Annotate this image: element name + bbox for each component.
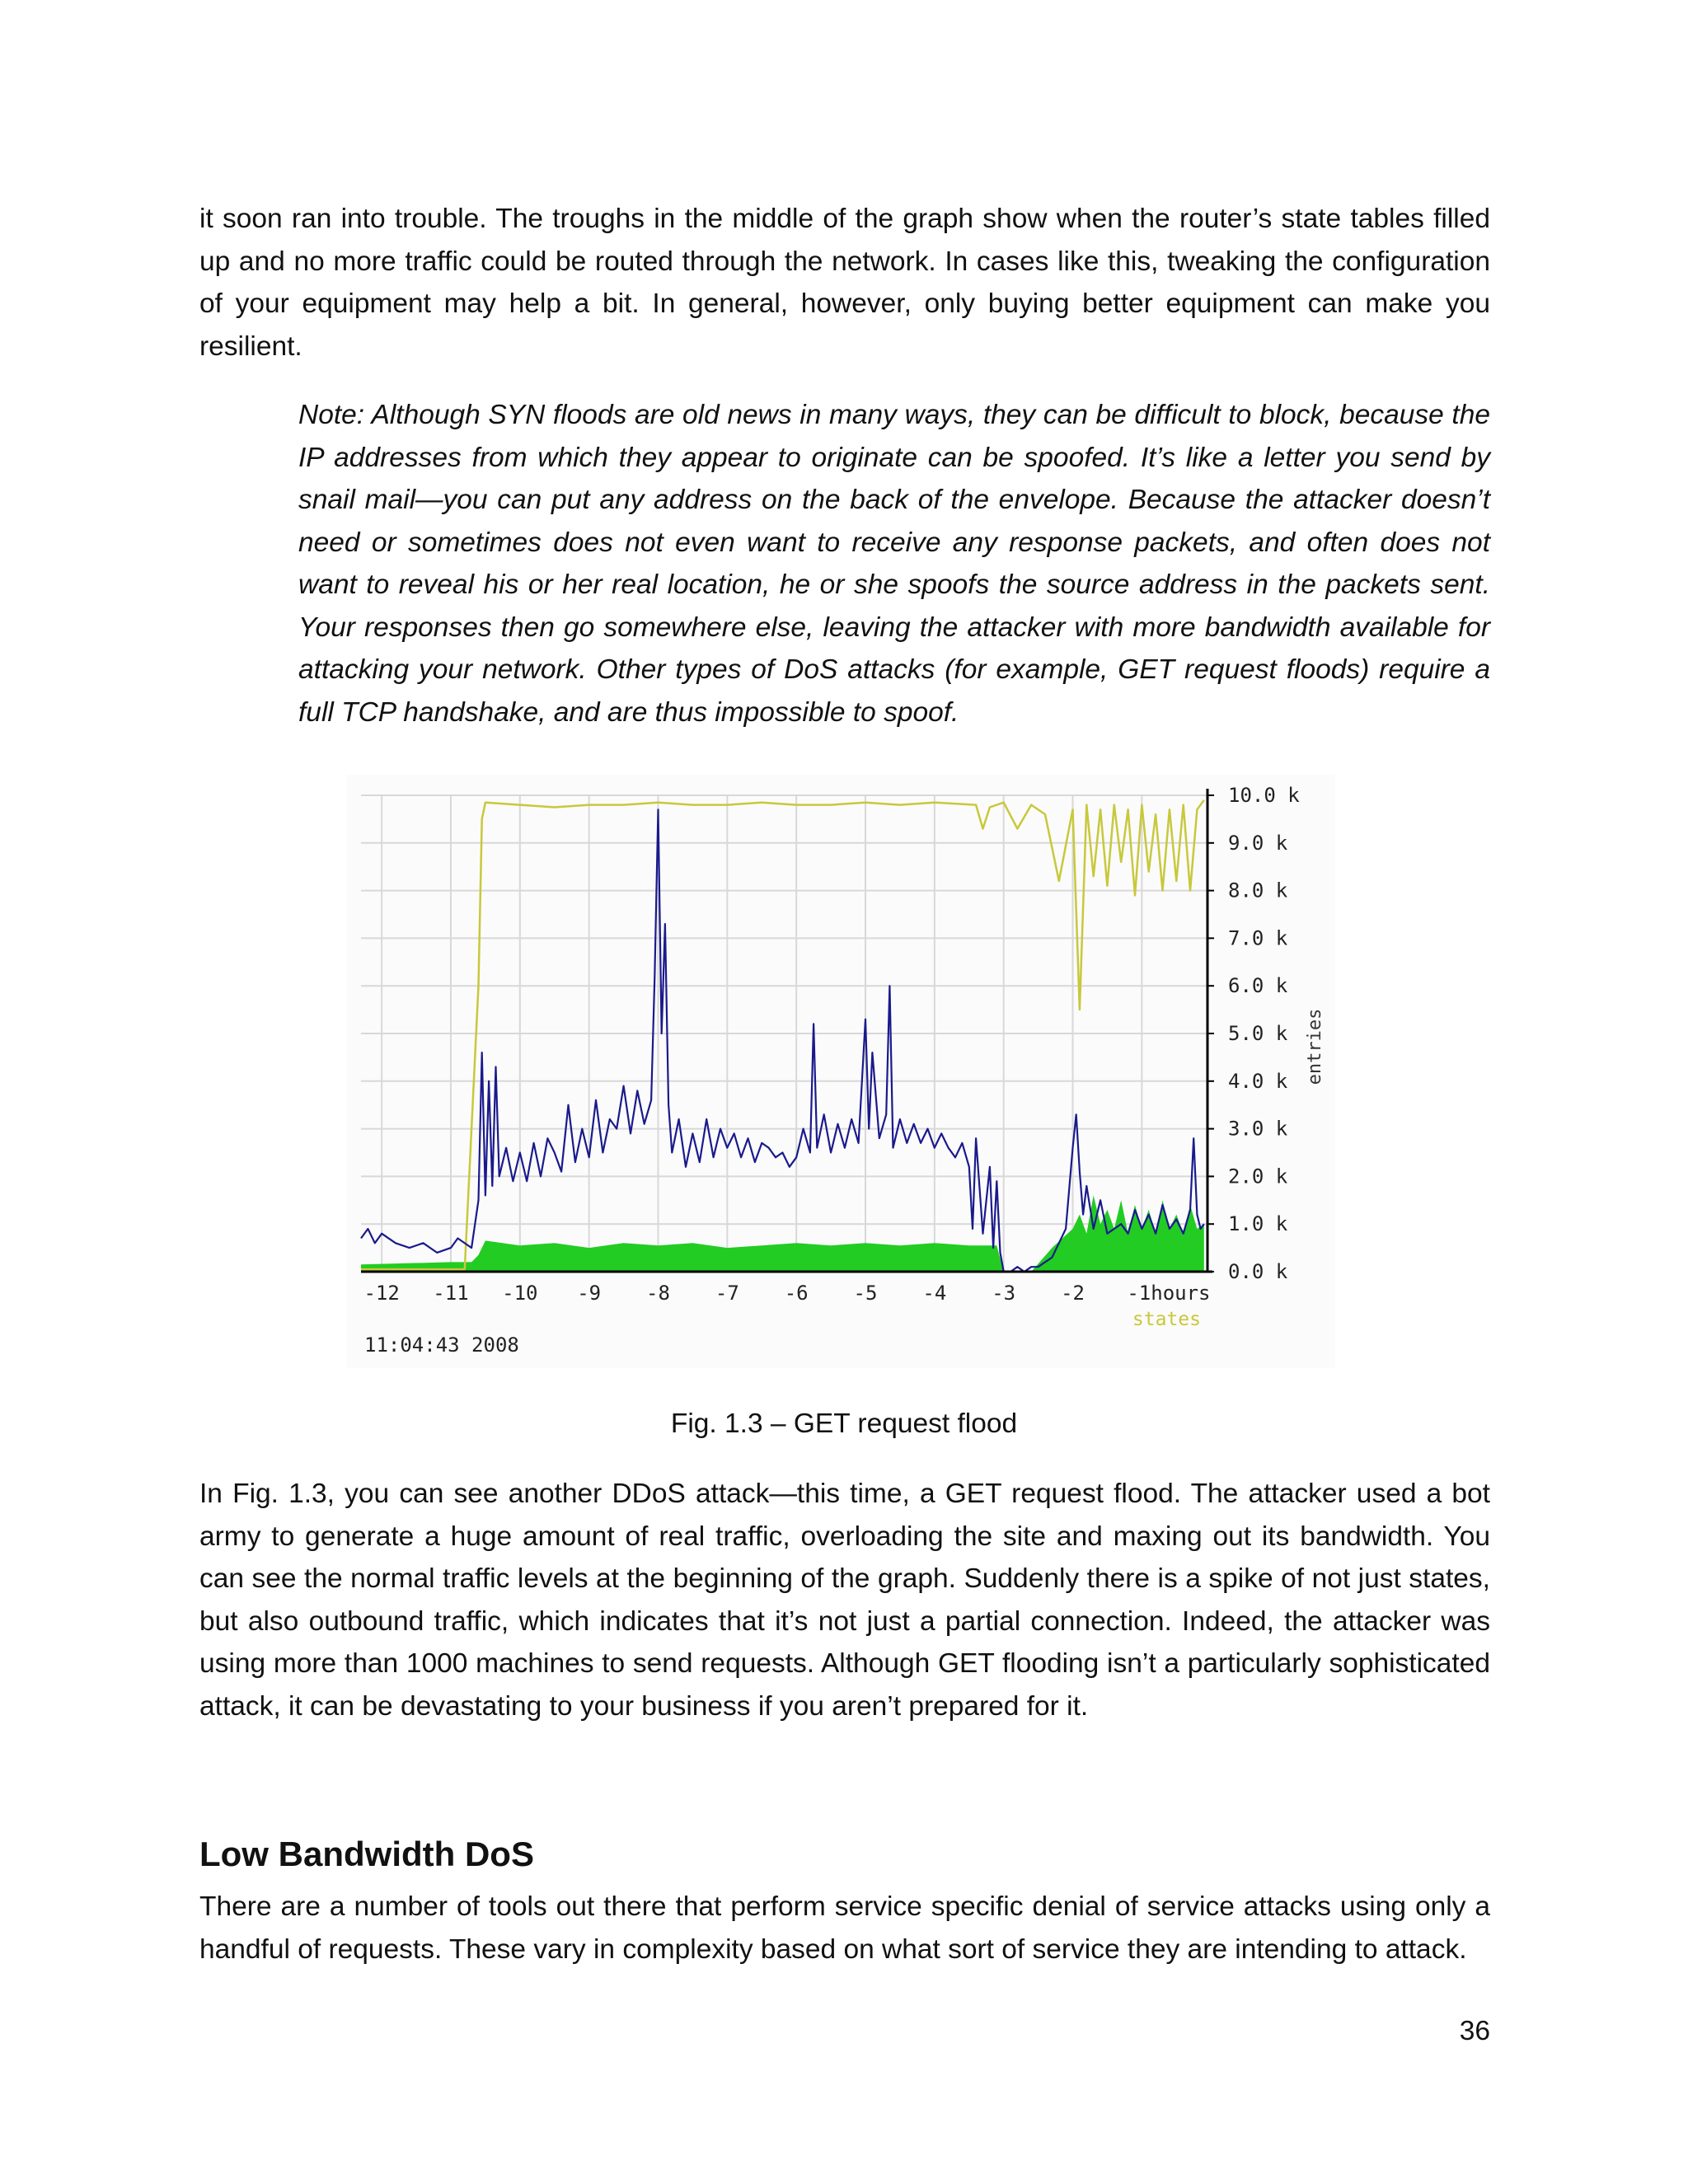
x-tick-label-6: -6 bbox=[784, 1282, 809, 1305]
x-tick-label-7: -5 bbox=[853, 1282, 878, 1305]
paragraph-after-figure: In Fig. 1.3, you can see another DDoS attack—this time, a GET request flood. The attacker used a bot army to generate a huge amount of real traffic, overloading the site and maxing out its bandwidth. You can see the normal traffic levels at the beginning of the graph. Suddenly there is a spike of not just states, but also outbound traffic, which indicates that it’s not just a partial connection. Indeed, the attacker was using more than 1000 machines to send requests. Although GET flooding isn’t a particularly sophisticated attack, it can be devastating to your business if you aren’t prepared for it. bbox=[199, 1479, 1490, 1722]
x-tick-label-4: -8 bbox=[646, 1282, 670, 1305]
y-tick-label-1: 9.0 k bbox=[1228, 831, 1288, 855]
y-tick-label-3: 7.0 k bbox=[1228, 926, 1288, 950]
note-paragraph: Note: Although SYN floods are old news in many ways, they can be difficult to block, because the IP addresses from which they appear to originate can be spoofed. It’s like a letter you send by snail mail—you can put any address on the back of the envelope. Because the attacker doesn’t need or sometimes does not even want to receive any response packets, and often does not want to reveal his or her real location, he or she spoofs the source address in the packets sent. Your responses then go somewhere else, leaving the attacker with more bandwidth available for attacking your network. Other types of DoS attacks (for example, GET request floods) require a full TCP handshake, and are thus impossible to spoof. bbox=[298, 400, 1490, 728]
chart-timestamp: 11:04:43 2008 bbox=[364, 1333, 519, 1357]
x-tick-label-10: -2 bbox=[1061, 1282, 1085, 1305]
rrd-graph bbox=[346, 775, 1335, 1368]
y-tick-label-10: 0.0 k bbox=[1228, 1260, 1288, 1283]
x-tick-label-5: -7 bbox=[715, 1282, 739, 1305]
x-tick-label-3: -9 bbox=[577, 1282, 602, 1305]
paragraph-top: it soon ran into trouble. The troughs in the middle of the graph show when the router’s state tables filled up and no more traffic could be routed through the network. In cases like this, tweaking the configuration of your equipment may help a bit. In general, however, only buying better equipment can make you resilient. bbox=[199, 204, 1490, 362]
x-tick-label-0: -12 bbox=[363, 1282, 400, 1305]
x-tick-label-9: -3 bbox=[992, 1282, 1016, 1305]
x-tick-label-8: -4 bbox=[922, 1282, 947, 1305]
x-tick-label-11: -1hours bbox=[1127, 1282, 1211, 1305]
legend-states: states bbox=[1132, 1309, 1201, 1330]
y-tick-label-7: 3.0 k bbox=[1228, 1117, 1288, 1141]
x-tick-label-2: -10 bbox=[502, 1282, 538, 1305]
y-axis-label: entries bbox=[1305, 1008, 1325, 1085]
y-tick-label-2: 8.0 k bbox=[1228, 879, 1288, 902]
y-tick-label-5: 5.0 k bbox=[1228, 1022, 1288, 1045]
y-tick-label-4: 6.0 k bbox=[1228, 974, 1288, 998]
figure-caption: Fig. 1.3 – GET request flood bbox=[670, 1408, 1018, 1439]
chart-background bbox=[346, 775, 1335, 1368]
section-heading: Low Bandwidth DoS bbox=[199, 1835, 534, 1873]
x-tick-label-1: -11 bbox=[433, 1282, 469, 1305]
y-tick-label-8: 2.0 k bbox=[1228, 1165, 1288, 1188]
y-tick-label-0: 10.0 k bbox=[1228, 784, 1300, 807]
y-tick-label-6: 4.0 k bbox=[1228, 1069, 1288, 1093]
paragraph-last: There are a number of tools out there that perform service specific denial of service attacks using only a handful of requests. These vary in complexity based on what sort of service they are intending to attack. bbox=[199, 1891, 1490, 1965]
figure-chart bbox=[346, 775, 1335, 1368]
y-tick-label-9: 1.0 k bbox=[1228, 1212, 1288, 1236]
page-number: 36 bbox=[1459, 2016, 1490, 2046]
